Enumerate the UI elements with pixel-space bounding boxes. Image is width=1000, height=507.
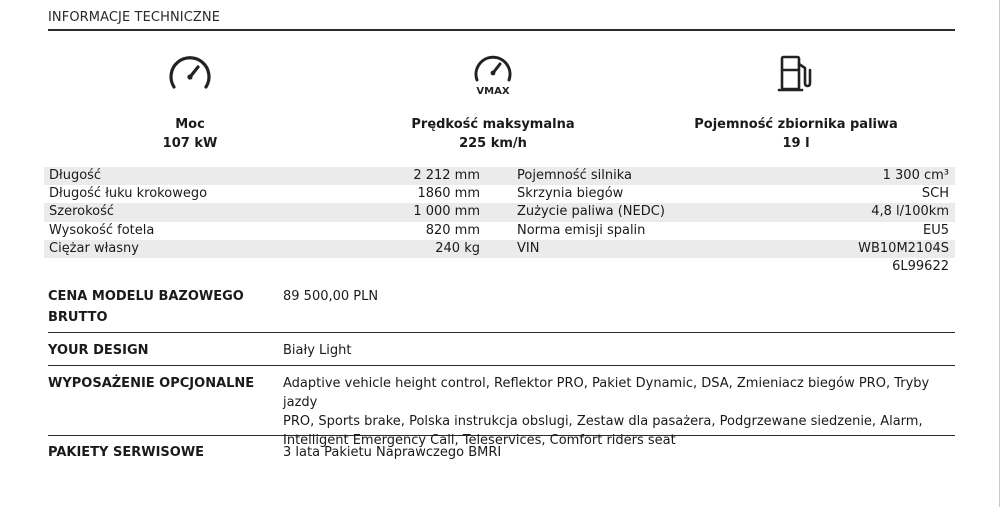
price-value: 89 500,00 PLN xyxy=(283,289,379,304)
service-value: 3 lata Pakietu Naprawczego BMRI xyxy=(283,445,502,460)
options-label: WYPOSAŻENIE OPCJONALNE xyxy=(48,376,255,391)
spec-label: Wysokość fotela xyxy=(49,222,155,238)
spec-value: EU5 xyxy=(923,222,949,238)
feature-power-label: Moc xyxy=(175,117,205,132)
options-value xyxy=(283,374,955,450)
spec-label: VIN xyxy=(517,240,540,256)
spec-label: Ciężar własny xyxy=(49,240,139,256)
feature-power xyxy=(40,50,340,153)
specs-table xyxy=(44,167,955,276)
spec-value: WB10M2104S xyxy=(858,240,949,256)
spec-row xyxy=(44,222,955,240)
options-line: Adaptive vehicle height control, Reflektor PRO, Pakiet Dynamic, DSA, Zmieniacz biegów PRO, Tryby jazdy xyxy=(283,376,930,410)
price-label xyxy=(48,287,258,327)
design-label: YOUR DESIGN xyxy=(48,343,149,358)
feature-max-speed xyxy=(343,50,643,153)
price-label-line: CENA MODELU BAZOWEGO xyxy=(48,289,244,304)
design-row xyxy=(48,341,955,366)
spec-label: Pojemność silnika xyxy=(517,168,632,183)
vmax-speedometer-icon xyxy=(343,50,643,98)
spec-label: Szerokość xyxy=(49,204,115,220)
speedometer-icon xyxy=(40,50,340,98)
spec-row xyxy=(44,258,955,276)
spec-value: 4,8 l/100km xyxy=(871,204,949,220)
feature-power-value: 107 kW xyxy=(162,136,218,151)
spec-value: 1 000 mm xyxy=(413,204,480,220)
options-row xyxy=(48,374,955,448)
spec-value: 6L99622 xyxy=(892,258,949,274)
design-value: Biały Light xyxy=(283,343,352,358)
feature-max-speed-label: Prędkość maksymalna xyxy=(411,117,575,132)
fuel-pump-icon xyxy=(646,50,946,98)
spec-label: Zużycie paliwa (NEDC) xyxy=(517,204,665,220)
vmax-icon-text: VMAX xyxy=(476,86,510,96)
spec-label: Skrzynia biegów xyxy=(517,186,624,202)
spec-row xyxy=(44,240,955,258)
spec-row xyxy=(44,167,955,185)
spec-row xyxy=(44,203,955,221)
price-label-line: BRUTTO xyxy=(48,310,108,325)
spec-row xyxy=(44,185,955,203)
options-line: Intelligent Emergency Call, Teleservices, Comfort riders seat xyxy=(283,433,676,448)
spec-label: Długość xyxy=(49,168,102,183)
price-row xyxy=(48,287,955,333)
spec-value: 1860 mm xyxy=(417,186,480,202)
feature-fuel-tank xyxy=(646,50,946,153)
service-label: PAKIETY SERWISOWE xyxy=(48,445,205,460)
spec-label: Długość łuku krokowego xyxy=(49,186,208,202)
spec-value: 1 300 cm³ xyxy=(882,168,949,183)
spec-value: SCH xyxy=(921,186,949,202)
feature-max-speed-value: 225 km/h xyxy=(459,136,527,151)
options-line: PRO, Sports brake, Polska instrukcja obslugi, Zestaw dla pasażera, Podgrzewane siedzenie, Alarm, xyxy=(283,414,923,429)
section-title: INFORMACJE TECHNICZNE xyxy=(48,10,955,31)
feature-fuel-tank-label: Pojemność zbiornika paliwa xyxy=(694,117,898,132)
feature-fuel-tank-value: 19 l xyxy=(782,136,810,151)
spec-value: 240 kg xyxy=(435,240,480,256)
spec-label: Norma emisji spalin xyxy=(517,222,646,238)
spec-value: 820 mm xyxy=(425,222,480,238)
service-row xyxy=(48,443,955,467)
spec-value: 2 212 mm xyxy=(413,168,480,183)
